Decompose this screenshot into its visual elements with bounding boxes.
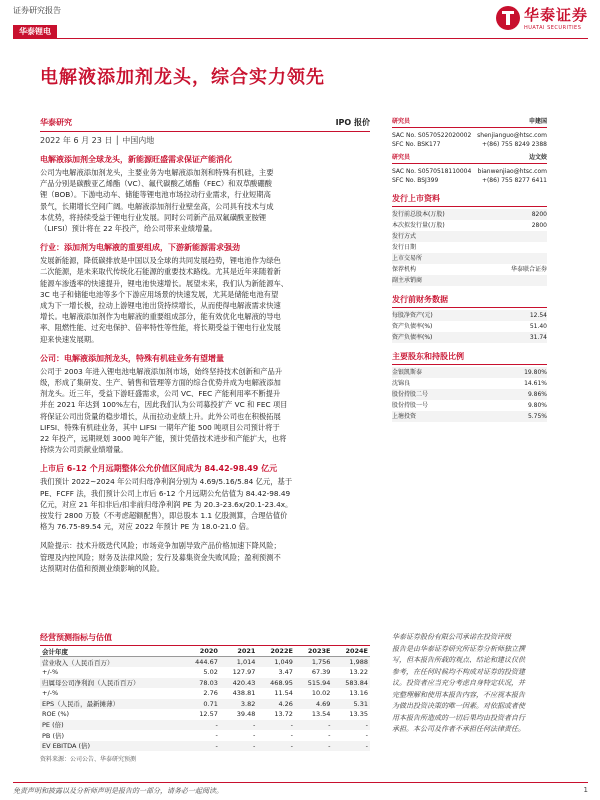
section-line: 达预期对估值和预测业绩影响的风险。 — [40, 563, 165, 573]
section-line: 格为 76.75-89.54 元，对应 2022 年预计 PE 为 18.0-21.0 倍。 — [40, 522, 254, 532]
issue-info-heading: 发行上市资料 — [392, 193, 547, 207]
financials-source: 资料来源：公司公告、华泰研究预测 — [40, 756, 137, 763]
financials-row — [40, 667, 370, 678]
financials-cell: 1,014 — [220, 657, 258, 668]
section-line: 率、阻燃性能、过充电保护、倍率特性等性能，将长期受益于锂电行业发展 — [40, 323, 281, 333]
section-line: 级，形成了集研发、生产、销售和管理等方面的综合优势并成为电解液添加 — [40, 378, 281, 388]
section-line: 景气，长期增长空间广阔。电解液添加剂行业壁垒高，公司具有技术与成 — [40, 201, 274, 211]
issue-info-row — [392, 231, 547, 242]
pre-issue-row — [392, 321, 547, 332]
section-line: 二次能源，是未来取代传统化石能源的重要技术路线。尤其是近年来随着新 — [40, 267, 281, 277]
pre-issue-heading: 发行前财务数据 — [392, 294, 547, 308]
financials-cell: - — [220, 741, 258, 752]
meta-divider — [40, 131, 370, 132]
disclaimer-line: 议。投资者应当充分考虑自身特定状况，并 — [392, 679, 525, 687]
analyst-sac-row — [392, 167, 547, 176]
financials-cell: 3.47 — [278, 668, 293, 677]
shareholder-label: 金银凯斯泰 — [392, 369, 423, 376]
analyst-divider — [392, 163, 547, 164]
report-section — [40, 540, 370, 574]
shareholder-row — [392, 378, 547, 389]
shareholders-heading: 主要股东和持股比例 — [392, 351, 547, 365]
issue-info-table — [392, 209, 547, 286]
financials-row — [40, 699, 370, 710]
financials-cell: 515.94 — [295, 678, 333, 689]
section-line: 管理及内控风险；财务及法律风险；发行及募集资金失败风险；盈利预测不 — [40, 552, 281, 562]
section-body — [40, 476, 370, 532]
analyst-sfc: SFC No. BSJ399 — [392, 177, 439, 184]
shareholders-table — [392, 367, 547, 422]
financials-cell: 583.84 — [332, 678, 370, 689]
analyst-sfc-row — [392, 140, 547, 149]
analyst-email: shenjianguo@htsc.com — [477, 132, 547, 139]
financials-cell: - — [215, 731, 218, 740]
side-column — [392, 117, 547, 422]
pre-issue-value: 31.74 — [529, 334, 547, 341]
issue-info-row — [392, 242, 547, 253]
section-line: 公司为电解液添加剂龙头，主要业务为电解液添加剂和特殊有机硅，主要 — [40, 168, 274, 177]
report-type-badge: IPO 报价 — [335, 118, 370, 127]
issue-info-row — [392, 275, 547, 286]
analyst-sfc-row — [392, 176, 547, 185]
financials-cell: - — [332, 720, 370, 731]
financials-cell: 10.02 — [311, 689, 331, 698]
issue-info-value: 华泰联合证券 — [510, 266, 547, 273]
analyst-phone: +(86) 755 8277 6411 — [481, 177, 547, 184]
section-line: 按发行 2800 万股（不考虑超额配售），即总股本 1.1 亿股测算，合理估值价 — [40, 511, 288, 521]
section-body — [40, 366, 370, 456]
issue-info-label: 副主承销商 — [392, 277, 423, 284]
financials-cell: 13.72 — [274, 710, 293, 719]
disclaimer-line: 完整理解和使用本报告内容，不应视本报告 — [392, 690, 525, 699]
main-column — [40, 117, 370, 574]
section-line: 22 年投产，远期规划 3000 吨年产能，预计凭借技术进步和产能扩大，也将 — [40, 434, 287, 444]
section-line: 我们预计 2022~2024 年公司归母净利润分别为 4.69/5.16/5.84 亿元，基于 — [40, 477, 293, 487]
disclaimer-line: 报告是由华泰证券研究所证券分析师独立撰 — [392, 644, 525, 653]
shareholder-label: 股份持股二号 — [392, 391, 429, 398]
financials-cell: 3.82 — [220, 699, 258, 710]
financials-column-header: 2024E — [332, 646, 370, 657]
analyst-name-row — [392, 117, 547, 126]
financials-heading: 经营预测指标与估值 — [40, 632, 370, 646]
financials-cell: ROE (%) — [42, 710, 70, 719]
financials-cell: 127.97 — [232, 668, 256, 677]
financials-column-header: 2020 — [182, 646, 220, 657]
shareholder-value: 9.80% — [527, 402, 547, 409]
section-line: 增长。电解液添加剂作为电解液的重要组成部分，能有效优化电解液的导电 — [40, 312, 281, 322]
analyst-card — [392, 117, 547, 149]
financials-cell: - — [332, 741, 370, 752]
section-line: 发展新能源，降低碳排放是中国以及全球的共同发展趋势，锂电池作为绿色 — [40, 256, 281, 266]
disclaimer-line: 华泰证券股份有限公司承诺在投资评级 — [392, 633, 511, 641]
financials-cell: - — [295, 720, 333, 731]
issue-info-row — [392, 209, 547, 220]
analyst-divider — [392, 127, 547, 128]
financials-row — [40, 688, 370, 699]
issue-info-value: 2800 — [531, 222, 547, 229]
report-section — [40, 353, 370, 456]
disclaimer-line: 为做出投资决策的唯一因素。对依据或者使 — [392, 702, 525, 710]
section-heading: 公司：电解液添加剂龙头，特殊有机硅业务有望增量 — [40, 353, 224, 363]
financials-cell: +/-% — [42, 668, 59, 677]
section-body — [40, 255, 370, 345]
section-body — [40, 540, 370, 574]
analyst-role: 研究员 — [392, 154, 411, 161]
section-line: 将保证公司出货量的稳步增长，从而拉动业绩上升。此外公司也在积极拓展 — [40, 411, 281, 421]
issue-info-row — [392, 220, 547, 231]
section-line: （LIFSI）预计将在 22 年投产，给公司带来业绩增量。 — [40, 224, 217, 234]
shareholder-label: 股份持股一号 — [392, 402, 429, 409]
analyst-sac: SAC No. S0570522020002 — [392, 132, 472, 139]
financials-row — [40, 709, 370, 720]
analyst-sfc: SFC No. BSK177 — [392, 141, 441, 148]
issue-info-row — [392, 264, 547, 275]
shareholder-value: 5.75% — [527, 413, 547, 420]
financials-cell: 78.03 — [182, 678, 220, 689]
issue-info-label: 保荐机构 — [392, 266, 417, 273]
section-heading: 上市后 6-12 个月远期整体公允价值区间成为 84.42-98.49 亿元 — [40, 464, 278, 474]
huatai-logo-icon — [496, 6, 520, 30]
financials-header-row — [40, 646, 370, 657]
section-heading: 行业：添加剂为电解液的重要组成，下游新能源需求强劲 — [40, 243, 240, 253]
financials-cell: 12.57 — [199, 710, 218, 719]
financials-cell: 13.16 — [349, 689, 368, 698]
financials-cell: 11.54 — [274, 689, 293, 698]
section-line: 持续为公司贡献业绩增量。 — [40, 445, 128, 455]
financials-cell: 营业收入（人民币百万） — [40, 657, 182, 668]
disclaimer-line: 写，但本报告所载的观点、结论和建议仅供 — [392, 656, 525, 664]
financials-cell: 13.54 — [311, 710, 331, 719]
section-line: 产品分别是碳酸亚乙烯酯（VC）、氟代碳酸乙烯酯（FEC）和双草酸硼酸 — [40, 179, 272, 189]
financials-cell: 39.48 — [236, 710, 256, 719]
report-sections — [40, 154, 370, 574]
section-body — [40, 167, 370, 234]
financials-column-header: 2022E — [257, 646, 295, 657]
financials-column-header: 2021 — [220, 646, 258, 657]
analyst-name: 申建国 — [528, 118, 547, 125]
pre-issue-label: 每股净资产(元) — [392, 312, 433, 319]
disclaimer-text — [392, 632, 547, 736]
pre-issue-label: 资产负债率(%) — [392, 334, 433, 341]
report-title: 电解液添加剂龙头，综合实力领先 — [40, 67, 325, 88]
financials-column-header: 会计年度 — [40, 646, 182, 657]
section-line: 本优势，将持续受益于锂电行业发展。同时公司新产品双氟磺酰亚胺锂 — [40, 212, 267, 222]
pre-issue-value: 12.54 — [529, 312, 547, 319]
financials-cell: - — [182, 720, 220, 731]
financials-cell: 1,988 — [332, 657, 370, 668]
issue-info-label: 发行方式 — [392, 233, 417, 240]
financials-cell: - — [220, 720, 258, 731]
section-line: 风险提示：技术升级迭代风险；市场竞争加剧导致产品价格加速下降风险； — [40, 541, 281, 551]
pre-issue-table — [392, 310, 547, 343]
meta-row — [40, 117, 370, 128]
shareholder-row — [392, 367, 547, 378]
analyst-name-row — [392, 153, 547, 162]
section-line: 剂龙头。近三年，受益下游旺盛需求，公司 VC、FEC 产能利用率不断提升 — [40, 389, 281, 399]
report-section — [40, 242, 370, 345]
financials-cell: 1,756 — [295, 657, 333, 668]
financials-cell: 438.81 — [232, 689, 256, 698]
disclaimer-line: 参考，在任何时候均不构成对证券的投资建 — [392, 667, 525, 676]
financials-cell: 5.02 — [203, 668, 218, 677]
analyst-role: 研究员 — [392, 118, 411, 125]
financials-cell: 归属母公司净利润（人民币百万） — [40, 678, 182, 689]
issue-info-label: 本次拟发行量(万股) — [392, 222, 445, 229]
financials-row — [40, 741, 370, 752]
financials-cell: 0.71 — [182, 699, 220, 710]
shareholder-label: 上塘投资 — [392, 413, 417, 420]
section-line: 锂（BOB）。下游电动车、储能等锂电池市场拉动行业需求，行业短期高 — [40, 190, 271, 200]
logo-en-text: HUATAI SECURITIES — [523, 25, 582, 31]
financials-cell: - — [257, 741, 295, 752]
shareholder-row — [392, 389, 547, 400]
financials-cell: 4.26 — [257, 699, 295, 710]
shareholder-row — [392, 400, 547, 411]
section-line: LIFSI、特殊有机硅业务，其中 LIFSI 一期年产能 500 吨项目公司预计将于 — [40, 422, 280, 432]
financials-cell: - — [328, 731, 331, 740]
section-line: 公司于 2003 年进入锂电池电解液添加剂市场，始终坚持技术创新和产品升 — [40, 366, 283, 376]
financials-cell: PE (倍) — [40, 720, 182, 731]
date-region: 2022 年 6 月 23 日 │ 中国内地 — [40, 136, 155, 145]
pre-issue-value: 51.40 — [529, 323, 547, 330]
section-line: 成为下一增长极，拉动上游锂电池出货持续增长，从而使得电解液需求快速 — [40, 301, 281, 311]
footer-divider — [13, 782, 588, 783]
report-section — [40, 154, 370, 234]
footer-note: 免责声明和披露以及分析师声明是报告的一部分，请务必一起阅读。 — [13, 787, 223, 795]
financials-cell: PB (倍) — [42, 731, 65, 740]
disclaimer-line: 承担。本公司及作者不承担任何法律责任。 — [392, 725, 525, 733]
financials-cell: - — [295, 741, 333, 752]
financials-cell: - — [253, 731, 256, 740]
section-line: 能源车渗透率的快速提升，锂电池快速增长。展望未来，我们认为新能源车、 — [40, 278, 289, 288]
report-section — [40, 463, 370, 532]
financials-cell: +/-% — [42, 689, 59, 698]
financials-cell: 13.35 — [349, 710, 368, 719]
financials-cell: 67.39 — [311, 668, 331, 677]
financials-cell: - — [365, 731, 368, 740]
financials-column-header: 2023E — [295, 646, 333, 657]
header-divider — [13, 38, 588, 39]
analyst-phone: +(86) 755 8249 2388 — [481, 141, 547, 148]
financials-cell: 1,049 — [257, 657, 295, 668]
analyst-block — [392, 117, 547, 185]
section-line: 并在 2021 年达到 100%左右，因此我们认为公司募投扩产 VC 和 FEC 项目 — [40, 400, 288, 410]
financials-row — [40, 720, 370, 731]
analyst-name: 边文姣 — [528, 154, 547, 161]
financials-cell: EV EBITDA (倍) — [40, 741, 182, 752]
financials-cell: 5.31 — [332, 699, 370, 710]
financials-row — [40, 678, 370, 689]
shareholder-value: 19.80% — [524, 369, 547, 376]
section-heading: 电解液添加剂全球龙头，新能源旺盛需求保证产能消化 — [40, 155, 232, 164]
section-line: 亿元，对应 21 年扣非后/扣非前归母净利润 PE 为 20.3-23.6x/20.1-23.4x。 — [40, 499, 293, 509]
shareholder-value: 14.61% — [524, 380, 547, 387]
issue-info-row — [392, 253, 547, 264]
issue-info-label: 发行前总股本(万股) — [392, 211, 445, 218]
issue-info-value: 8200 — [531, 211, 547, 218]
report-type-label: 证券研究报告 — [13, 6, 61, 15]
financials-cell: - — [182, 741, 220, 752]
issue-info-label: 上市交易所 — [392, 255, 423, 262]
financials-block — [40, 632, 370, 763]
disclaimer-line: 用本报告所造成的一切后果均由投资者自行 — [392, 713, 525, 722]
analyst-card — [392, 153, 547, 185]
shareholder-row — [392, 411, 547, 422]
financials-cell: 468.95 — [257, 678, 295, 689]
analyst-email: bianwenjiao@htsc.com — [477, 168, 547, 175]
logo-cn-text: 华泰证券 — [523, 6, 588, 24]
dept-label: 华泰研究 — [40, 118, 72, 127]
financials-cell: EPS（人民币，最新摊薄） — [40, 699, 182, 710]
pre-issue-label: 资产负债率(%) — [392, 323, 433, 330]
pre-issue-row — [392, 310, 547, 321]
financials-cell: 13.22 — [349, 668, 368, 677]
financials-cell: - — [257, 720, 295, 731]
pre-issue-row — [392, 332, 547, 343]
financials-row — [40, 730, 370, 741]
page-number: 1 — [583, 786, 588, 794]
financials-cell: 420.43 — [220, 678, 258, 689]
section-line: 3C 电子和储能电池等多个下游应用场景的快速发展，尤其是储能电池有望 — [40, 289, 279, 299]
shareholder-label: 沈锦良 — [392, 380, 411, 387]
financials-cell: 2.76 — [203, 689, 218, 698]
section-line: PE、FCFF 法，我们预计公司上市后 6-12 个月远期公允估值为 84.42-98.49 — [40, 488, 291, 498]
financials-table — [40, 646, 370, 751]
analyst-sac: SAC No. S0570518110004 — [392, 168, 472, 175]
analyst-sac-row — [392, 131, 547, 140]
shareholder-value: 9.86% — [527, 391, 547, 398]
section-line: 迎来快速发展期。 — [40, 334, 99, 344]
issue-info-label: 发行日期 — [392, 244, 417, 251]
financials-cell: - — [290, 731, 293, 740]
huatai-logo — [496, 4, 588, 31]
financials-cell: 4.69 — [295, 699, 333, 710]
financials-row — [40, 657, 370, 668]
financials-cell: 444.67 — [182, 657, 220, 668]
section-tag: 华泰锂电 — [13, 25, 57, 38]
